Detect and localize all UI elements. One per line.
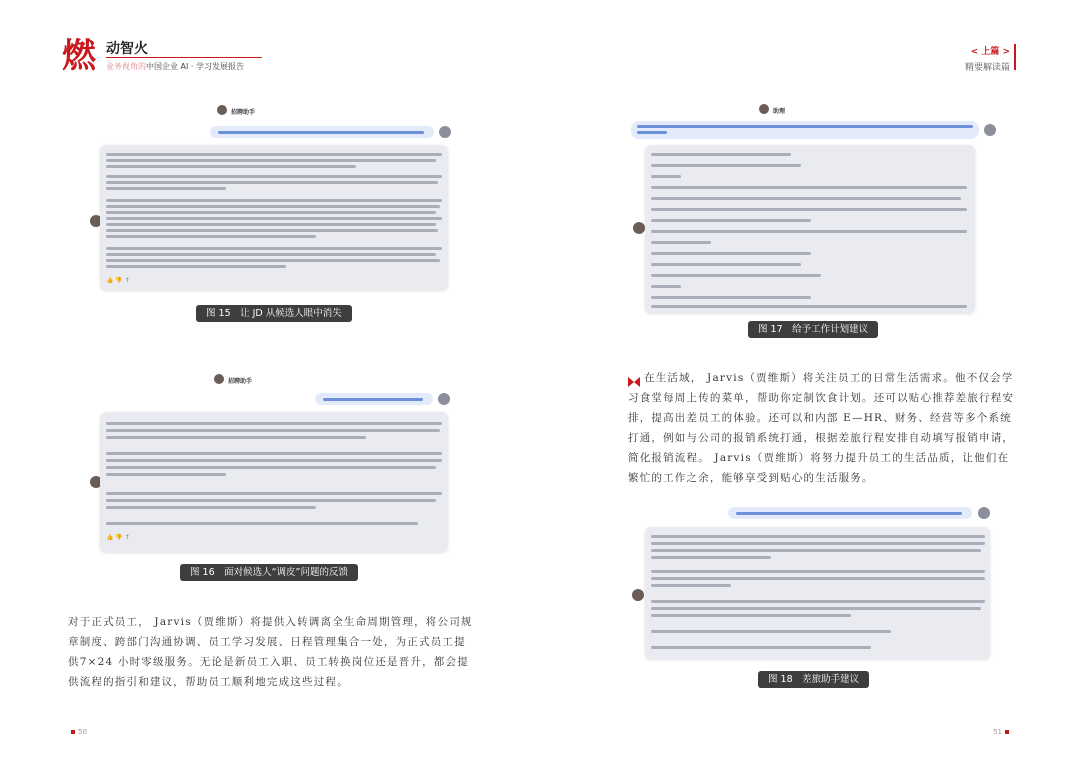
figure-caption: 图 18 差旅助手建议 [758,671,869,688]
bot-answer-card [100,412,448,552]
bot-answer-card [645,145,975,313]
figure-caption: 图 16 面对候选人“调皮”问题的反馈 [180,564,358,581]
user-question [315,393,433,405]
bot-name: 招聘助手 [228,378,253,385]
reaction-icons[interactable]: 👍 👎 ↑ [106,534,130,541]
user-question [728,507,972,519]
report-brand [62,36,262,76]
user-question [210,126,434,138]
reaction-icons[interactable]: 👍 👎 ↑ [106,277,130,284]
bot-answer-card [645,527,990,659]
chapter-subtitle: 精要解读篇 [964,63,1010,73]
bot-avatar [217,105,227,115]
chapter-bar [1014,44,1016,70]
bot-name: 招聘助手 [231,109,256,116]
user-avatar [439,126,451,138]
user-avatar [984,124,996,136]
report-subtitle: 业务视角的中国企业 AI · 学习发展报告 [106,62,245,71]
bot-avatar [632,589,644,601]
figure-caption: 图 15 让 JD 从候选人眼中消失 [196,305,352,322]
chapter-marker [965,44,1010,73]
body-paragraph-left: 对于正式员工， Jarvis（贾维斯）将提供入转调离全生命周期管理，将公司规章制度、跨部门沟通协调、员工学习发展、日程管理集合一处，为正式员工提供7×24 小时零级服务。无论是新员工入职、员工转换岗位还是晋升，都会提供流程的指引和建议，帮助员工顺利地完成这些过程。 [68,616,473,688]
user-avatar [438,393,450,405]
bot-avatar [633,222,645,234]
page-number-right: 51 [993,728,1012,736]
brand-name: 动智火 [106,41,148,57]
chapter-label: < 上篇 > [970,47,1010,57]
flame-logo-icon: 燃 [62,36,96,76]
page-number-left: 50 [68,728,87,736]
body-paragraph-right: 在生活域， Jarvis（贾维斯）将关注员工的日常生活需求。他不仅会学习食堂每周上传的菜单，帮助你定制饮食计划。还可以贴心推荐差旅行程安排，提高出差员工的体验。还可以和内部 E—HR、财务、经营等多个系统打通，例如与公司的报销系统打通，根据差旅行程安排自动填写报销申请，简化报销流程。 Jarvis（贾维斯）将努力提升员工的生活品质，让他们在繁忙的工作之余，能够享受到贴心的生活服务。 [628,372,1015,484]
user-question [631,121,979,139]
bot-name: 助理 [773,108,786,115]
bot-avatar [214,374,224,384]
bot-answer-card [100,145,448,290]
user-avatar [978,507,990,519]
brand-divider [106,57,262,58]
figure-caption: 图 17 给予工作计划建议 [748,321,878,338]
bot-avatar [759,104,769,114]
